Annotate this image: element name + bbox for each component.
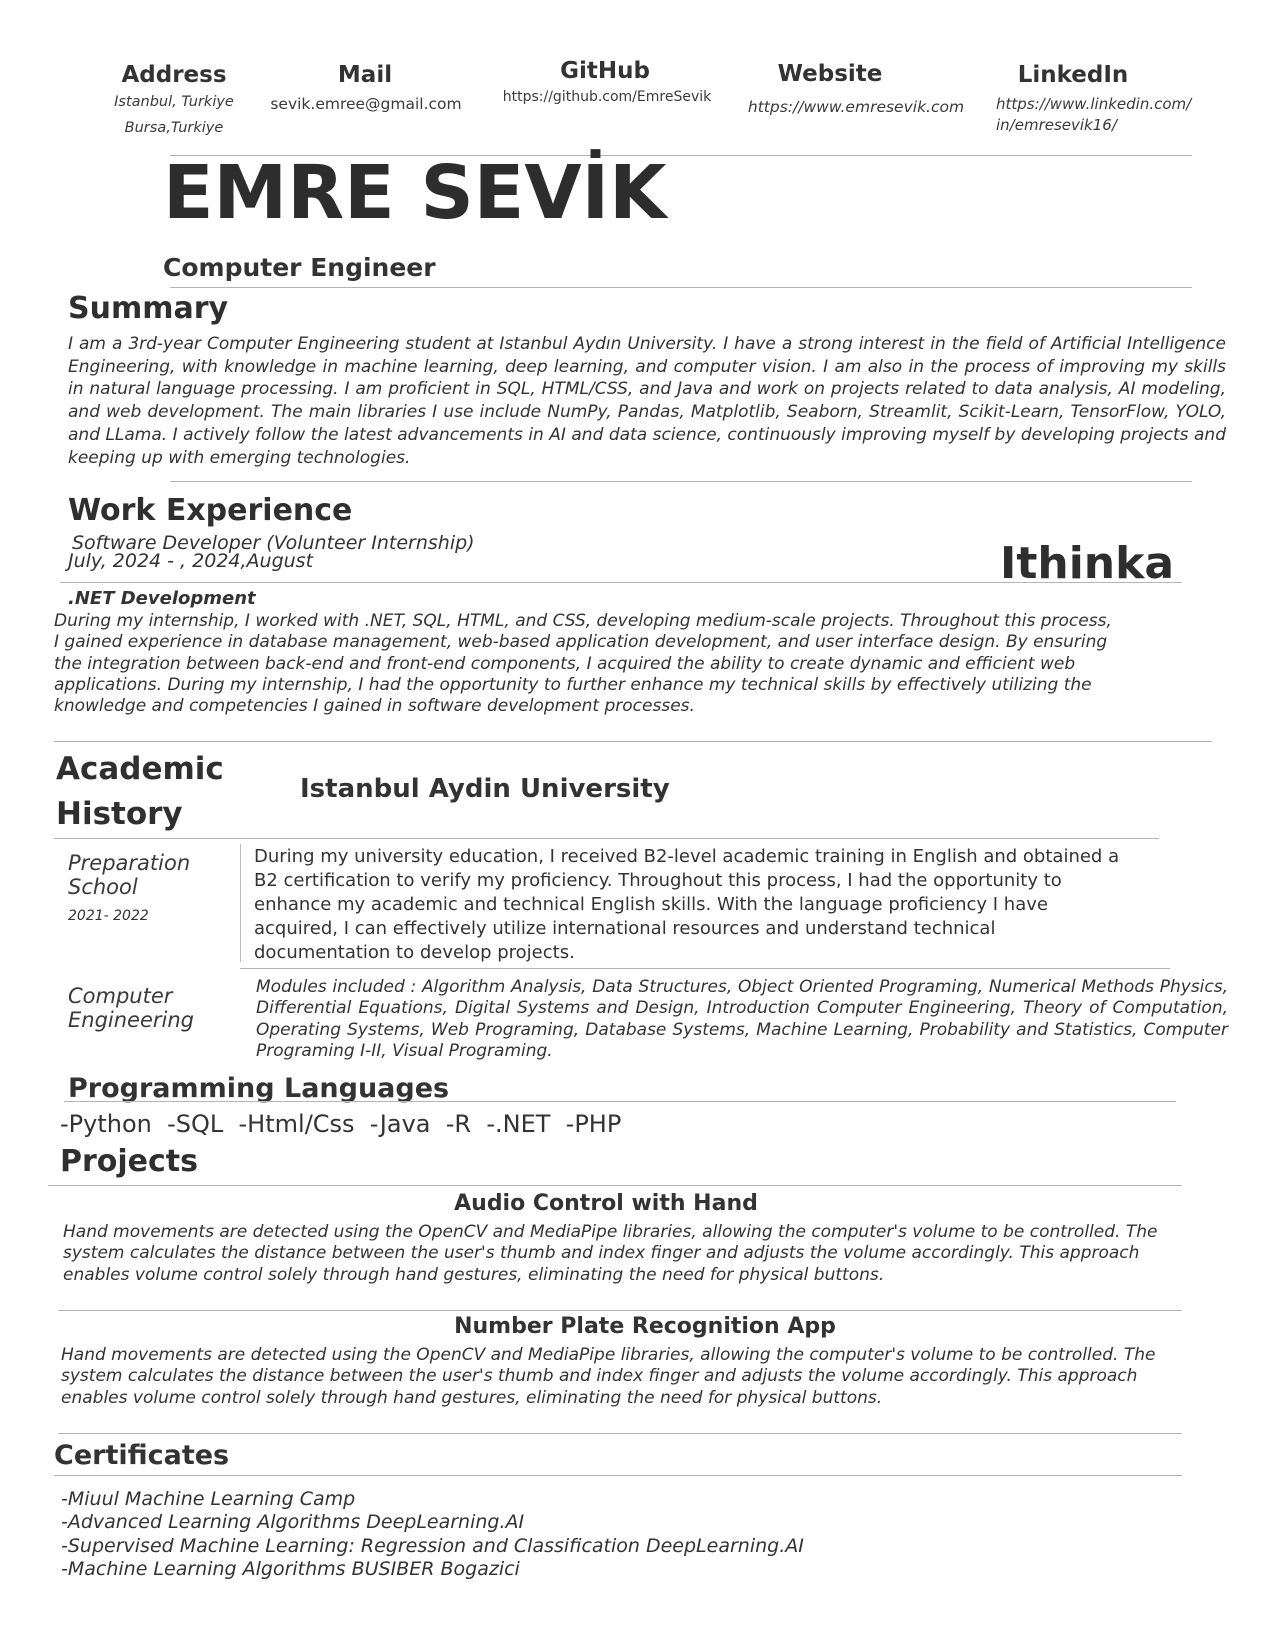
- summary-text: I am a 3rd-year Computer Engineering student at Istanbul Aydın University. I have a strong interest in the field of Artificial Intelligence Engineering, with knowledge in machine learning, deep learning, and computer vision. I am also in the process of improving my skills in natural language processing. I am proficient in SQL, HTML/CSS, and Java and work on projects related to data analysis, AI modeling, and web development. The main libraries I use include NumPy, Pandas, Matplotlib, Seaborn, Streamlit, Scikit-Learn, TensorFlow, YOLO, and LLama. I actively follow the latest advancements in AI and data science, continuously improving myself by developing projects and keeping up with emerging technologies.: [68, 334, 1226, 468]
- divider: [64, 1101, 1176, 1102]
- entry-description: During my university education, I received B2-level academic training in English and obtained a B2 certification to verify my proficiency. Throughout this process, I had the opportunity to enhance my academic and technical English skills. With the language proficiency I have acquired, I can effectively utilize international resources and understand technical documentation to develop projects.: [254, 846, 1120, 963]
- programming-heading: Programming Languages: [68, 1073, 450, 1104]
- programming-list: -Python -SQL -Html/Css -Java -R -.NET -PHP: [60, 1110, 622, 1138]
- entry-title-line-1: Computer: [68, 984, 173, 1008]
- certificate-item: -Machine Learning Algorithms BUSIBER Bogazici: [61, 1557, 520, 1580]
- address-line-1: Istanbul, Turkiye: [114, 94, 234, 110]
- divider: [240, 968, 1170, 969]
- academic-heading-line-2: History: [56, 796, 183, 832]
- university-name: Istanbul Aydin University: [300, 774, 670, 804]
- github-link[interactable]: https://github.com/EmreSevik: [502, 89, 712, 105]
- certificates-heading: Certificates: [54, 1440, 230, 1471]
- entry-title-line-1: Preparation: [68, 851, 191, 875]
- divider: [48, 1185, 1182, 1186]
- entry-title: [68, 984, 194, 1032]
- work-dates: July, 2024 - , 2024,August: [68, 550, 314, 572]
- work-heading: Work Experience: [68, 493, 353, 528]
- entry-description: Modules included : Algorithm Analysis, Data Structures, Object Oriented Programing, Numerical Methods Physics, Differential Equations, Digital Systems and Design, Introduction Computer Engineering, Theory of Computation, Operating Systems, Web Programing, Database Systems, Machine Learning, Probability and Statistics, Computer Programing I-II, Visual Programing.: [256, 977, 1228, 1061]
- project-description: Hand movements are detected using the OpenCV and MediaPipe libraries, allowing the computer's volume to be controlled. The system calculates the distance between the user's thumb and index finger and adjusts the volume accordingly. This approach enables volume control solely through hand gestures, eliminating the need for physical buttons.: [61, 1345, 1156, 1408]
- company-name: Ithinka: [1000, 538, 1175, 589]
- project-title: Number Plate Recognition App: [454, 1314, 836, 1339]
- website-label: Website: [777, 61, 883, 87]
- divider: [60, 582, 1182, 583]
- job-title: Computer Engineer: [163, 253, 436, 282]
- project-description: Hand movements are detected using the OpenCV and MediaPipe libraries, allowing the computer's volume to be controlled. The system calculates the distance between the user's thumb and index finger and adjusts the volume accordingly. This approach enables volume control solely through hand gestures, eliminating the need for physical buttons.: [63, 1222, 1158, 1285]
- person-name: EMRE SEVİK: [163, 150, 667, 236]
- linkedin-link-line-1[interactable]: https://www.linkedin.com/: [996, 95, 1192, 113]
- projects-heading: Projects: [60, 1144, 199, 1179]
- divider: [170, 481, 1192, 482]
- academic-heading: [56, 747, 224, 837]
- divider: [54, 838, 1159, 839]
- certificate-item: -Miuul Machine Learning Camp: [61, 1488, 356, 1510]
- entry-title-line-2: School: [68, 875, 138, 899]
- certificate-item: -Supervised Machine Learning: Regression and Classification DeepLearning.AI: [61, 1534, 804, 1557]
- academic-heading-line-1: Academic: [56, 751, 224, 787]
- address-line-2: Bursa,Turkiye: [124, 120, 224, 136]
- address-label: Address: [121, 62, 227, 88]
- project-title: Audio Control with Hand: [454, 1191, 758, 1216]
- mail-link[interactable]: sevik.emree@gmail.com: [270, 95, 462, 113]
- linkedin-link-line-2[interactable]: in/emresevik16/: [996, 116, 1117, 134]
- linkedin-label: LinkedIn: [1017, 62, 1129, 88]
- website-link[interactable]: https://www.emresevik.com: [747, 98, 965, 116]
- github-label: GitHub: [560, 58, 650, 84]
- summary-heading: Summary: [68, 291, 229, 326]
- divider: [54, 741, 1212, 742]
- work-position: Software Developer (Volunteer Internship): [72, 532, 475, 554]
- divider: [58, 1433, 1182, 1434]
- certificate-item: -Advanced Learning Algorithms DeepLearning.AI: [61, 1511, 525, 1534]
- divider: [58, 1310, 1182, 1311]
- work-focus: .NET Development: [68, 588, 256, 609]
- certificates-list: [61, 1488, 804, 1581]
- divider: [170, 287, 1192, 288]
- entry-title: [68, 851, 190, 899]
- entry-title-line-2: Engineering: [68, 1008, 194, 1032]
- divider: [54, 1475, 1182, 1476]
- column-divider: [240, 844, 241, 962]
- entry-years: 2021- 2022: [68, 908, 149, 924]
- work-description: During my internship, I worked with .NET, SQL, HTML, and CSS, developing medium-scale projects. Throughout this process, I gained experience in database management, web-based application development, and user interface design. By ensuring the integration between back-end and front-end components, I acquired the ability to create dynamic and efficient web applications. During my internship, I had the opportunity to further enhance my technical skills by effectively utilizing the knowledge and competencies I gained in software development processes.: [54, 611, 1112, 717]
- mail-label: Mail: [337, 62, 393, 88]
